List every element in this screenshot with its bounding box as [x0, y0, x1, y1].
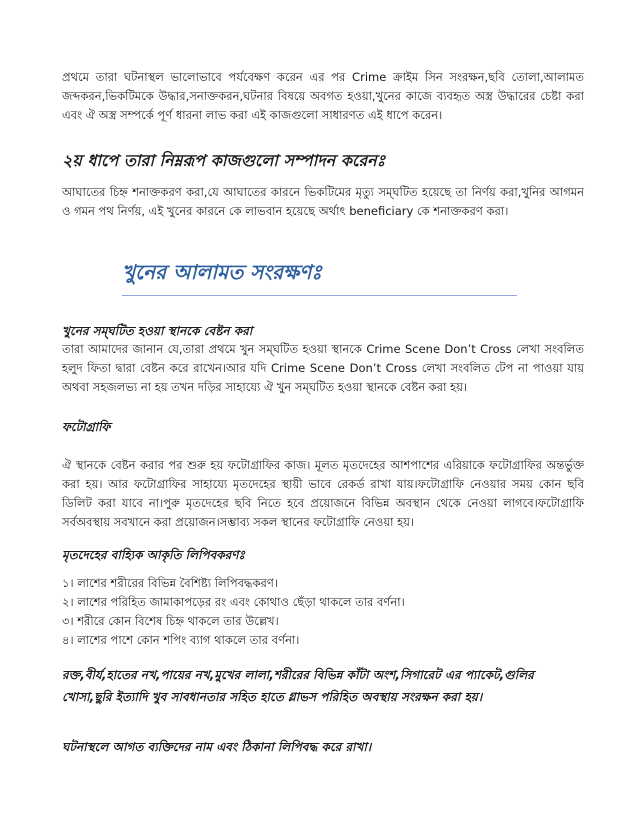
photo-heading: ফটোগ্রাফি: [62, 420, 111, 434]
cordon-paragraph: তারা আমাদের জানান যে,তারা প্রথমে খুন সম্ঘটিত হওয়া স্থানকে Crime Scene Don’t Cross লেখা সংবলিত হলুদ ফিতা দ্বারা বেষ্টন করে রাখেন।আর যদি Crime Scene Don’t Cross লেখা সংবলিত টেপ না পাওয়া যায় অথবা সহজলভ্য না হয় তখন দড়ির সাহায্যে ঐ খুন সম্ঘটিত হওয়া স্থানকে বেষ্টন করা হয়।: [62, 342, 584, 394]
intro-paragraph: প্রথমে তারা ঘটনাস্থল ভালোভাবে পর্যবেক্ষণ করেন এর পর Crime ক্রাইম সিন সংরক্ষন,ছবি তোলা,আলামত জব্দকরন,ভিকটিমকে উদ্ধার,সনাক্তকরন,ঘটনার বিষয়ে অবগত হওয়া,খুনের কাজে ব্যবহৃত অস্ত্র উদ্ধারের চেষ্টা করা এবং ঐ অস্ত্র সম্পর্কে পূর্ণ ধারনা লাভ করা এই কাজগুলো সাধারণত এই ধাপে করেন।: [62, 70, 584, 122]
witness-note: ঘটনাস্থলে আগত ব্যক্তিদের নাম এবং ঠিকানা লিপিবদ্ধ করে রাখা।: [62, 740, 372, 754]
list-item: ১। লাশের শরীরের বিভিন্ন বৈশিষ্ট্য লিপিবদ্ধকরণ।: [62, 576, 278, 590]
list-item: ২। লাশের পরিহিত জামাকাপড়ের রং এবং কোথাও ছেঁড়া থাকলে তার বর্ণনা।: [62, 595, 405, 609]
list-item: ৩। শরীরে কোন বিশেষ চিহ্ন থাকলে তার উল্লেখ।: [62, 614, 279, 628]
evidence-note: রক্ত,বীর্য,হাতের নখ,পায়ের নখ,মুখের লালা,শরীরের বিভিন্ন কাঁটা অংশ,সিগারেট এর প্যাকেট,গুলির খোসা,ছুরি ইত্যাদি খুব সাবধানতার সহিত হাতে গ্লাভস পরিহিত অবস্থায় সংরক্ষন করা হয়।: [62, 668, 534, 704]
photo-paragraph: ঐ স্থানকে বেষ্টন করার পর শুরু হয় ফটোগ্রাফির কাজ। মূলত মৃতদেহের আশপাশের এরিয়াকে ফটোগ্রাফির অন্তর্ভুক্ত করা হয়। আর ফটোগ্রাফির সাহায্যে মৃতদেহের স্থায়ী ভাবে রেকর্ড রাখা যায়।ফটোগ্রাফি নেওয়ার সময় কোন ছবি ডিলিট করা যাবে না।পুরু মৃতদেহের ছবি নিতে হবে প্রয়োজনে বিভিন্ন অবস্থান থেকে নেওয়া লাগবে।ফটোগ্রাফি সর্বঅবস্থায় সবখানে করা প্রয়োজন।সম্ভাব্য সকল স্থানের ফটোগ্রাফি নেওয়া হয়।: [62, 458, 584, 529]
list-item: ৪। লাশের পাশে কোন শপিং ব্যাগ থাকলে তার বর্ণনা।: [62, 633, 300, 647]
physical-list: [62, 574, 584, 650]
section-title: খুনের আলামত সংরক্ষণঃ: [122, 260, 322, 284]
physical-heading: মৃতদেহের বাহ্যিক আকৃতি লিপিবকরণঃ: [62, 548, 245, 562]
step2-heading: ২য় ধাপে তারা নিম্নরূপ কাজগুলো সম্পাদন করেনঃ: [62, 151, 386, 170]
cordon-heading: খুনের সম্ঘটিত হওয়া স্থানকে বেষ্টন করা: [62, 324, 253, 338]
title-underline: [122, 295, 517, 296]
step2-paragraph: আঘাতের চিহ্ন শনাক্তকরণ করা,যে আঘাতের কারনে ভিকটিমের মৃত্যু সম্ঘটিত হয়েছে তা নির্ণয় করা,খুনির আগমন ও গমন পথ নির্ণয়, এই খুনের কারনে কে লাভবান হয়েছে অর্থাৎ beneficiary কে শনাক্তকরণ করা।: [62, 185, 584, 218]
